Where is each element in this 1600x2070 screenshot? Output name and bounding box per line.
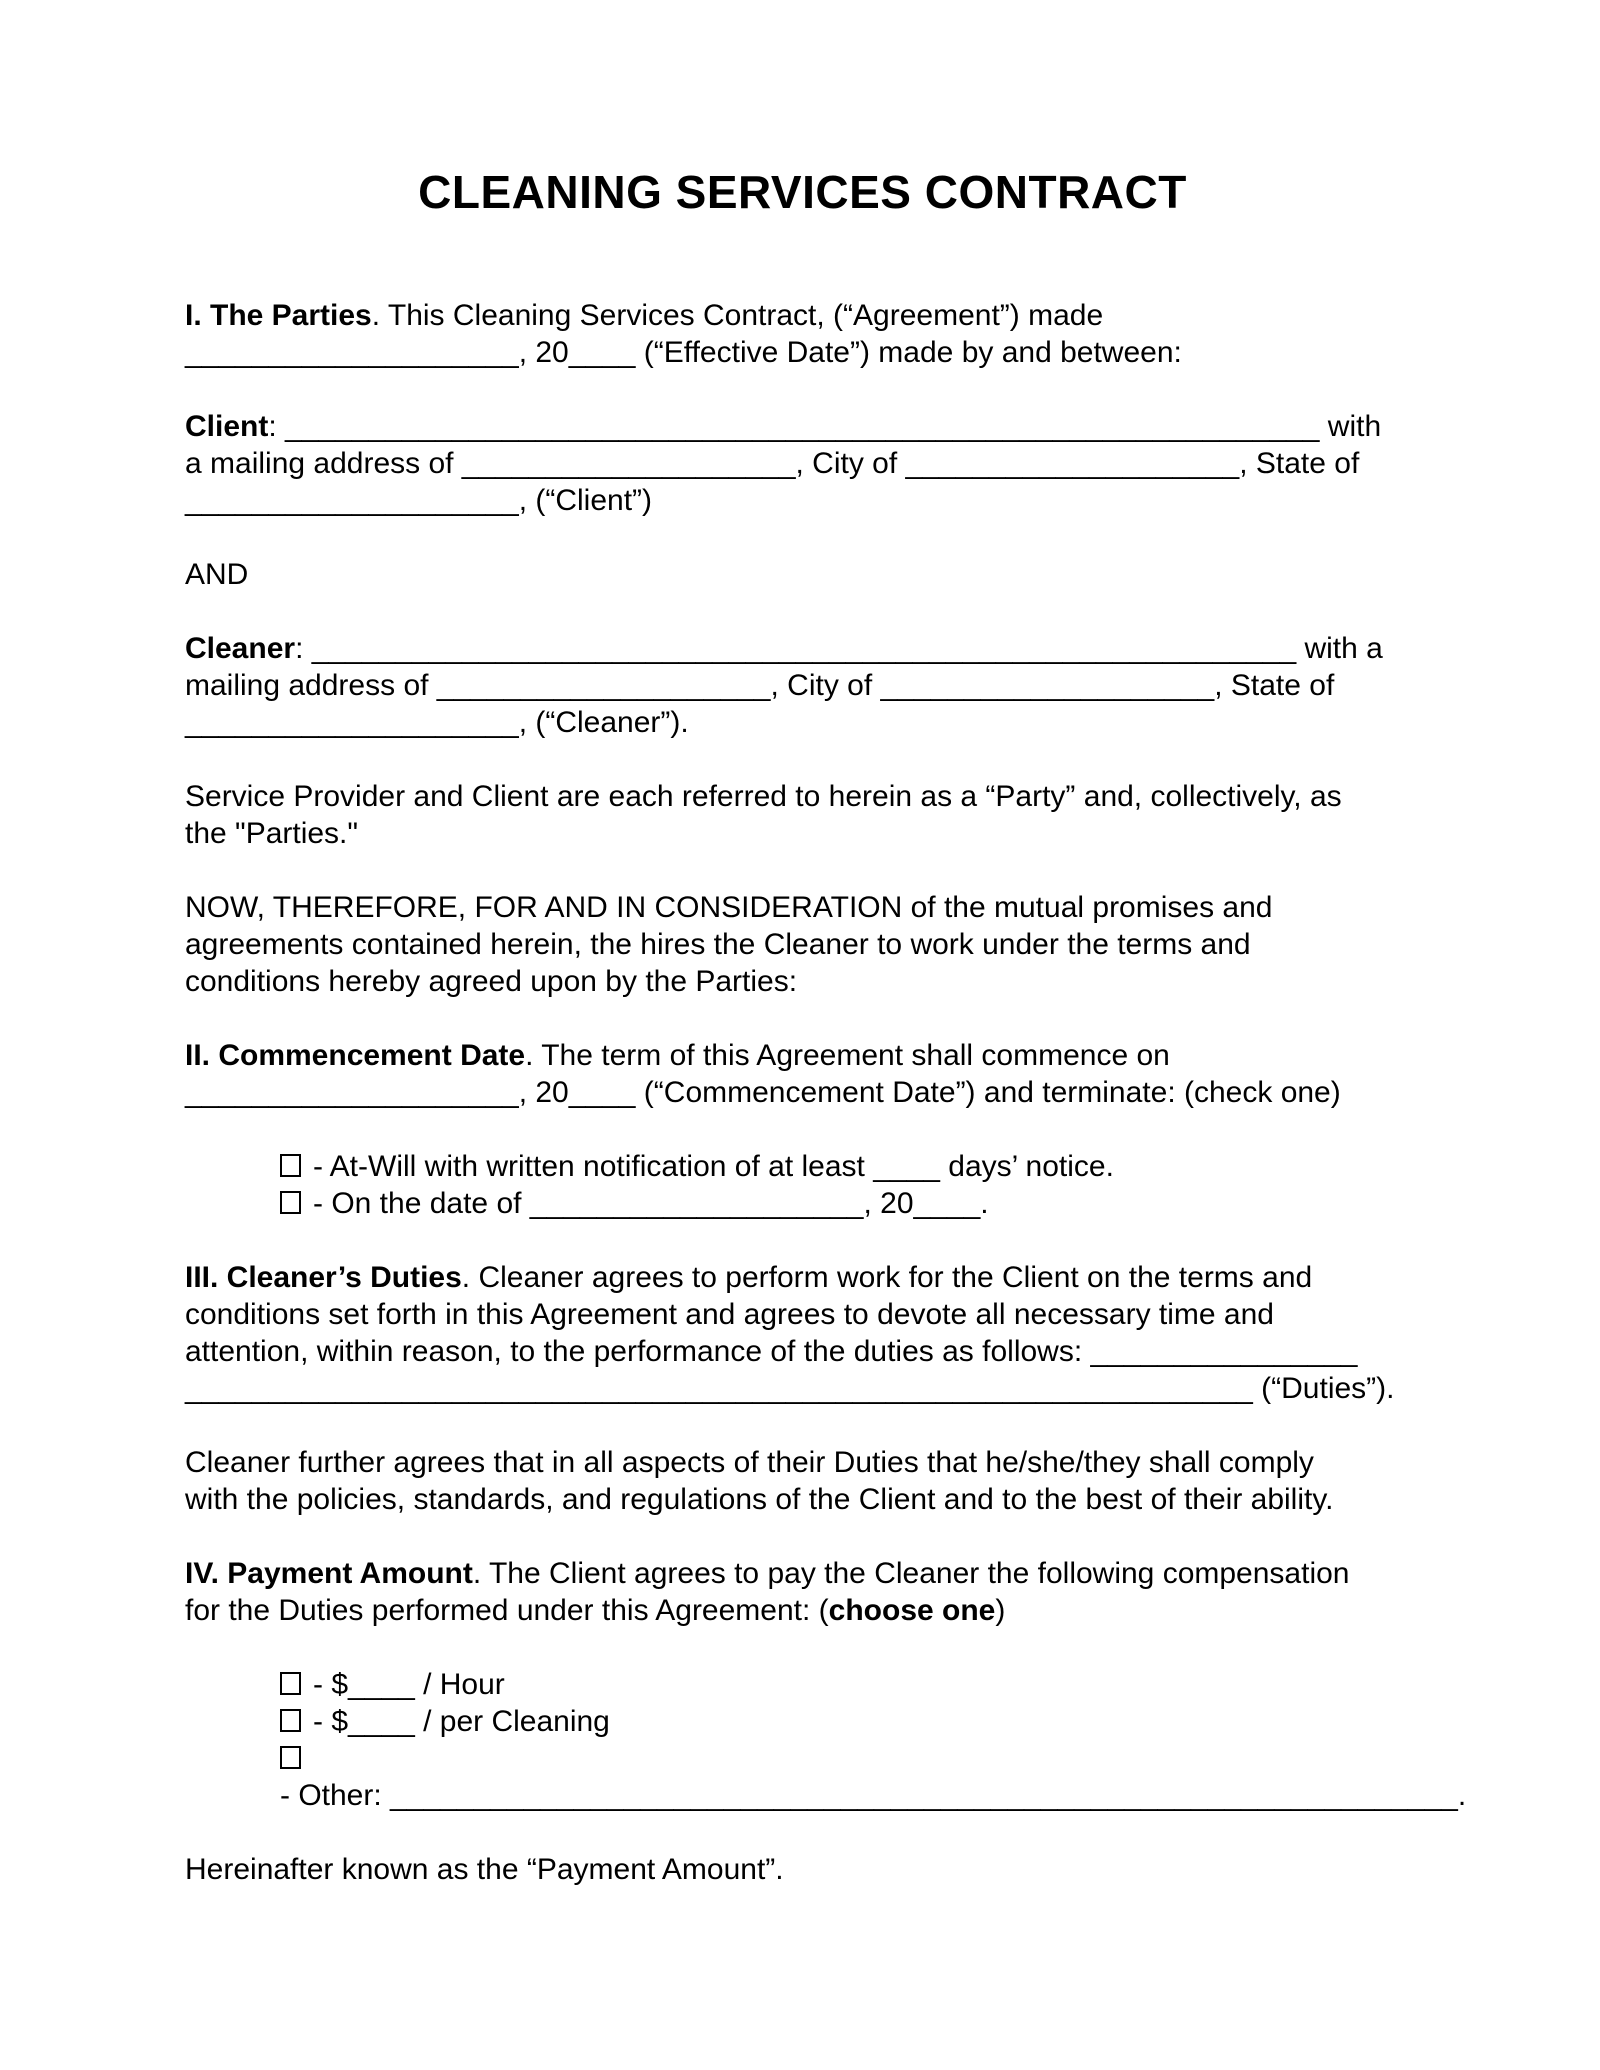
client-address-blank-line: a mailing address of ____________________, City of ____________________, State of: [185, 447, 1360, 480]
option-on-date: [280, 1185, 1420, 1222]
checkbox-icon: [280, 1746, 301, 1769]
paragraph-text: . The Client agrees to pay the Cleaner the following compensation: [472, 1557, 1350, 1590]
section-payment-paragraph: [185, 1555, 1420, 1629]
compliance-paragraph: [185, 1444, 1420, 1518]
paragraph-line: Cleaner further agrees that in all aspects of their Duties that he/she/they shall comply: [185, 1446, 1314, 1479]
and-separator: AND: [185, 558, 249, 591]
option-text: - At-Will with written notification of at least ____ days’ notice.: [313, 1150, 1114, 1183]
option-text: - $____ / per Cleaning: [313, 1705, 610, 1738]
checkbox-icon: [280, 1709, 301, 1732]
cleaner-label: Cleaner: [185, 632, 296, 665]
duties-blank-line: attention, within reason, to the performance of the duties as follows: ________________: [185, 1335, 1358, 1368]
checkbox-icon: [280, 1672, 301, 1695]
section-commencement-heading: II. Commencement Date: [185, 1039, 526, 1072]
paragraph-line: conditions hereby agreed upon by the Parties:: [185, 965, 798, 998]
paragraph-line: agreements contained herein, the hires the Cleaner to work under the terms and: [185, 928, 1251, 961]
paragraph-text: . The term of this Agreement shall commence on: [525, 1039, 1170, 1072]
client-name-blank: : ______________________________________________________________ with: [268, 410, 1382, 443]
choose-one-label: choose one: [828, 1594, 996, 1627]
section-commencement-paragraph: [185, 1037, 1420, 1111]
effective-date-blank-line: ____________________, 20____ (“Effective Date”) made by and between:: [185, 336, 1182, 369]
paragraph-text: . This Cleaning Services Contract, (“Agreement”) made: [371, 299, 1104, 332]
option-text: - On the date of ____________________, 20____.: [313, 1187, 989, 1220]
section-duties-heading: III. Cleaner’s Duties: [185, 1261, 462, 1294]
paragraph-line: [185, 1557, 1349, 1590]
payment-amount-closing-paragraph: Hereinafter known as the “Payment Amount”.: [185, 1853, 784, 1886]
paragraph-line: [185, 1039, 1170, 1072]
option-hourly-rate: [280, 1666, 1420, 1703]
paragraph-text: . Cleaner agrees to perform work for the Client on the terms and: [461, 1261, 1313, 1294]
paragraph-line: conditions set forth in this Agreement and agrees to devote all necessary time and: [185, 1298, 1274, 1331]
cleaner-state-blank-line: ____________________, (“Cleaner”).: [185, 706, 689, 739]
option-text: - $____ / Hour: [313, 1668, 505, 1701]
cleaner-name-blank: : ___________________________________________________________ with a: [295, 632, 1383, 665]
client-state-blank-line: ____________________, (“Client”): [185, 484, 653, 517]
client-paragraph: [185, 408, 1420, 519]
section-payment-heading: IV. Payment Amount: [185, 1557, 473, 1590]
paragraph-line: the "Parties.": [185, 817, 359, 850]
paragraph-text: ): [995, 1594, 1006, 1627]
paragraph-line: [185, 1261, 1312, 1294]
checkbox-icon: [280, 1154, 301, 1177]
paragraph-line: [185, 299, 1103, 332]
paragraph-text: for the Duties performed under this Agreement: (: [185, 1594, 829, 1627]
paragraph-line: [185, 410, 1381, 443]
section-duties-paragraph: [185, 1259, 1420, 1407]
paragraph-line: Service Provider and Client are each referred to herein as a “Party” and, collectively, as: [185, 780, 1342, 813]
commencement-options-list: [185, 1148, 1420, 1222]
section-parties-paragraph: [185, 297, 1420, 371]
duties-blank-line: ________________________________________________________________ (“Duties”).: [185, 1372, 1395, 1405]
section-parties-heading: I. The Parties: [185, 299, 372, 332]
option-other-rate: [280, 1740, 1467, 1814]
option-at-will: [280, 1148, 1420, 1185]
paragraph-line: NOW, THEREFORE, FOR AND IN CONSIDERATION of the mutual promises and: [185, 891, 1273, 924]
option-text: - Other: ________________________________________________________________.: [280, 1779, 1467, 1812]
parties-reference-paragraph: [185, 778, 1420, 852]
cleaner-address-blank-line: mailing address of ____________________, City of ____________________, State of: [185, 669, 1335, 702]
consideration-paragraph: [185, 889, 1420, 1000]
paragraph-line: [185, 632, 1383, 665]
cleaner-paragraph: [185, 630, 1420, 741]
paragraph-line: with the policies, standards, and regulations of the Client and to the best of their ability.: [185, 1483, 1334, 1516]
payment-options-list: [185, 1666, 1467, 1814]
option-per-cleaning-rate: [280, 1703, 1420, 1740]
checkbox-icon: [280, 1191, 301, 1214]
paragraph-line: [185, 1594, 1005, 1627]
commencement-date-blank-line: ____________________, 20____ (“Commencement Date”) and terminate: (check one): [185, 1076, 1341, 1109]
client-label: Client: [185, 410, 269, 443]
document-title: CLEANING SERVICES CONTRACT: [418, 166, 1187, 218]
